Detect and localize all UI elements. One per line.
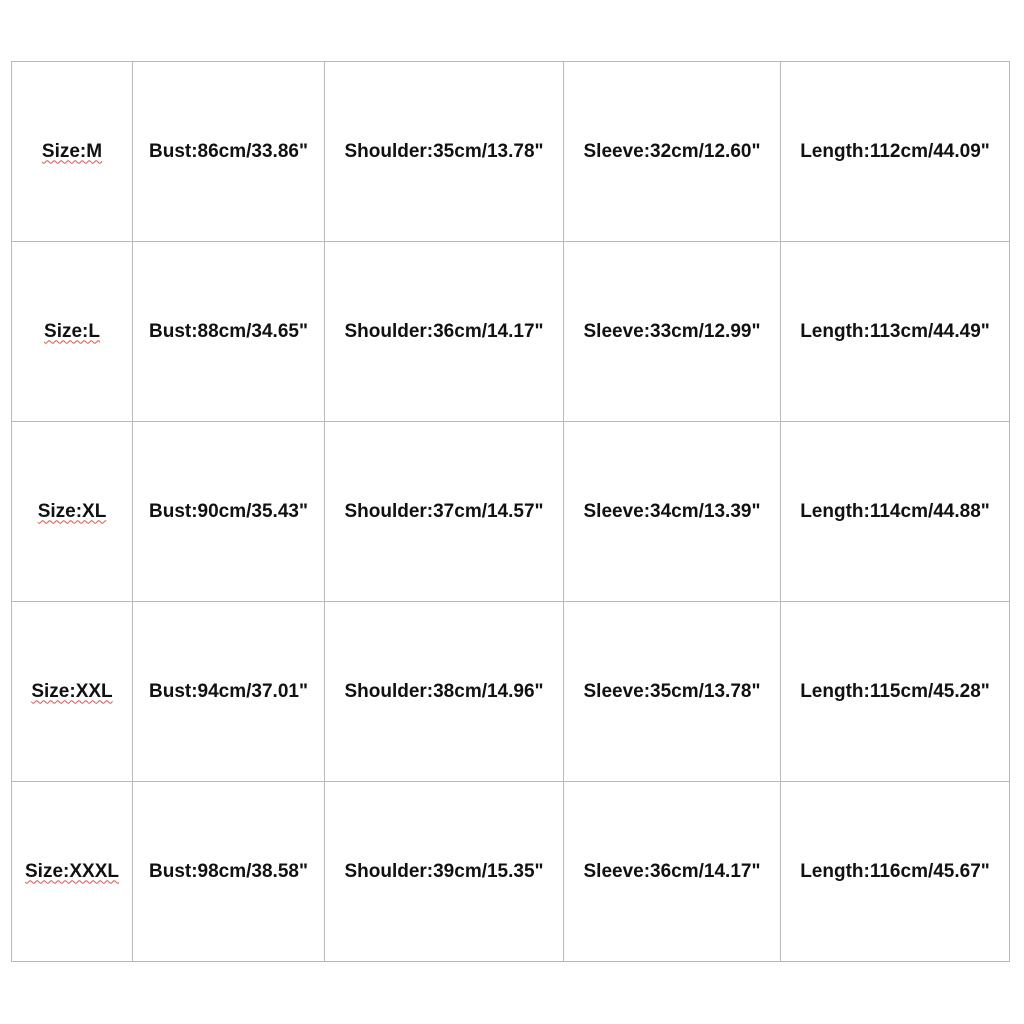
sleeve-cell: Sleeve:34cm/13.39" [564, 422, 781, 602]
size-cell [12, 422, 133, 602]
bust-cell: Bust:98cm/38.58" [133, 782, 325, 962]
shoulder-cell: Shoulder:38cm/14.96" [325, 602, 564, 782]
bust-cell: Bust:94cm/37.01" [133, 602, 325, 782]
shoulder-cell: Shoulder:37cm/14.57" [325, 422, 564, 602]
sleeve-cell: Sleeve:33cm/12.99" [564, 242, 781, 422]
sleeve-cell: Sleeve:35cm/13.78" [564, 602, 781, 782]
shoulder-cell: Shoulder:35cm/13.78" [325, 62, 564, 242]
length-cell: Length:113cm/44.49" [781, 242, 1010, 422]
length-cell: Length:114cm/44.88" [781, 422, 1010, 602]
size-label: Size:M [41, 140, 103, 162]
sleeve-cell: Sleeve:32cm/12.60" [564, 62, 781, 242]
table-row [12, 422, 1010, 602]
length-cell: Length:115cm/45.28" [781, 602, 1010, 782]
bust-cell: Bust:88cm/34.65" [133, 242, 325, 422]
size-cell [12, 782, 133, 962]
table-row [12, 62, 1010, 242]
size-label: Size:XXXL [25, 860, 119, 882]
size-chart-table [11, 61, 1010, 962]
table-row [12, 242, 1010, 422]
length-cell: Length:112cm/44.09" [781, 62, 1010, 242]
size-cell [12, 602, 133, 782]
size-label: Size:XXL [31, 680, 113, 702]
table-row [12, 602, 1010, 782]
sleeve-cell: Sleeve:36cm/14.17" [564, 782, 781, 962]
size-cell [12, 242, 133, 422]
size-label: Size:L [44, 320, 100, 342]
size-cell [12, 62, 133, 242]
bust-cell: Bust:86cm/33.86" [133, 62, 325, 242]
shoulder-cell: Shoulder:36cm/14.17" [325, 242, 564, 422]
bust-cell: Bust:90cm/35.43" [133, 422, 325, 602]
length-cell: Length:116cm/45.67" [781, 782, 1010, 962]
table-row [12, 782, 1010, 962]
size-label: Size:XL [37, 500, 107, 522]
shoulder-cell: Shoulder:39cm/15.35" [325, 782, 564, 962]
